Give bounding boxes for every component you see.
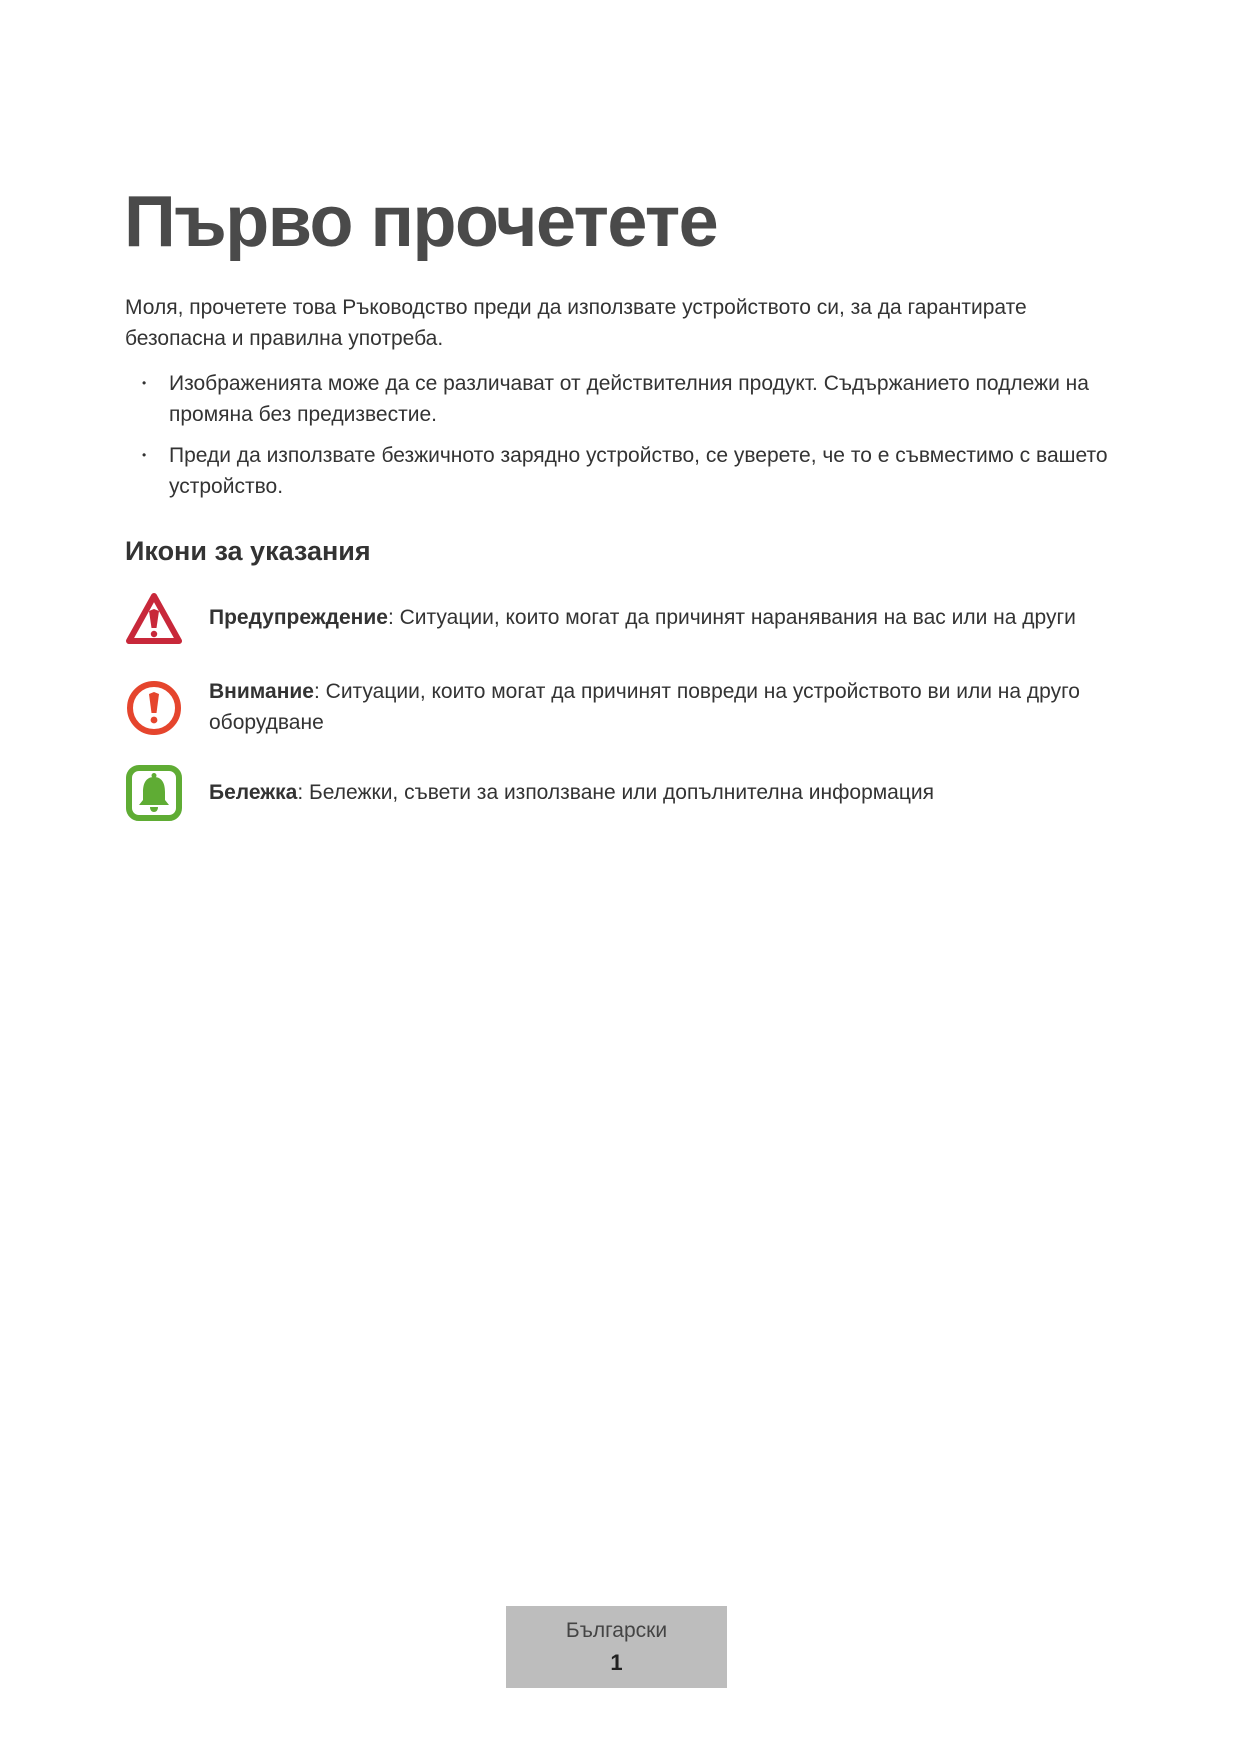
list-item-text: Преди да използвате безжичното зарядно устройство, се уверете, че то е съвместимо с вашето устройство.	[169, 444, 1108, 498]
warning-triangle-icon	[125, 590, 183, 648]
notice-term: Бележка	[209, 781, 298, 804]
notice-separator: :	[387, 606, 394, 629]
notice-text	[209, 777, 1119, 808]
footer-language: Български	[565, 1619, 668, 1642]
notice-description: Бележки, съвети за използване или допълнителна информация	[303, 781, 934, 804]
section-title: Икони за указания	[125, 536, 371, 566]
list-item	[125, 368, 1125, 430]
intro-paragraph: Моля, прочетете това Ръководство преди да използвате устройството си, за да гарантирате безопасна и правилна употреба.	[125, 296, 1027, 350]
notice-description: Ситуации, които могат да причинят наранявания на вас или на други	[393, 606, 1076, 629]
note-bell-icon	[125, 764, 183, 822]
notice-separator: :	[297, 781, 304, 804]
notice-term: Внимание	[209, 680, 314, 703]
bullet-marker: •	[142, 448, 147, 462]
notice-term: Предупреждение	[209, 606, 388, 629]
notice-text	[209, 602, 1119, 633]
list-item	[125, 440, 1125, 502]
bullet-list	[125, 368, 1125, 512]
page-number: 1	[610, 1650, 623, 1675]
page-title: Първо прочетете	[124, 182, 718, 262]
notice-text	[209, 676, 1119, 738]
caution-circle-icon	[125, 679, 183, 737]
page-footer	[506, 1606, 727, 1688]
list-item-text: Изображенията може да се различават от действителния продукт. Съдържанието подлежи на промяна без предизвестие.	[169, 372, 1089, 426]
notice-description: Ситуации, които могат да причинят повреди на устройството ви или на друго оборудване	[209, 680, 1080, 734]
bullet-marker: •	[142, 376, 147, 390]
notice-separator: :	[313, 680, 320, 703]
